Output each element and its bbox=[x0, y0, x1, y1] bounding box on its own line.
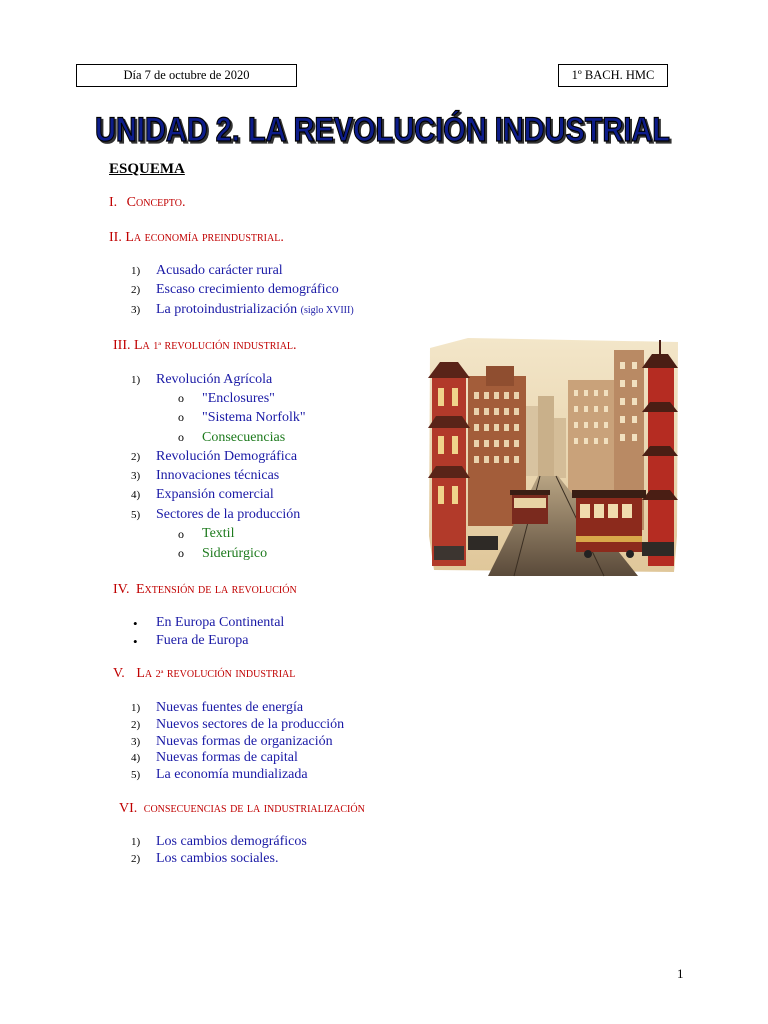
city-street-illustration bbox=[428, 336, 680, 576]
list-item: Fuera de Europa bbox=[156, 633, 249, 648]
list-number: 3) bbox=[131, 736, 141, 748]
class-box bbox=[558, 64, 668, 87]
section-5-label-post: revolución industrial bbox=[166, 666, 296, 681]
section-2-heading bbox=[109, 230, 284, 246]
sub-bullet: o bbox=[178, 430, 184, 444]
page-title-text: UNIDAD 2. LA REVOLUCIÓN INDUSTRIAL bbox=[95, 111, 670, 149]
section-3-numeral: III. bbox=[113, 338, 131, 353]
section-5-heading bbox=[113, 666, 295, 682]
sub-list-item: "Enclosures" bbox=[202, 391, 275, 406]
list-item: Acusado carácter rural bbox=[156, 263, 283, 278]
class-text: 1º BACH. HMC bbox=[571, 68, 655, 82]
cable-car-left bbox=[510, 490, 550, 524]
sub-list-item: "Sistema Norfolk" bbox=[202, 410, 306, 425]
list-item: Nuevas formas de capital bbox=[156, 750, 298, 765]
section-6-numeral: VI. bbox=[119, 801, 138, 816]
list-item: Sectores de la producción bbox=[156, 507, 301, 522]
section-4-numeral: IV. bbox=[113, 582, 130, 597]
cable-car-right bbox=[572, 490, 646, 558]
list-item: Los cambios sociales. bbox=[156, 851, 279, 866]
list-item: En Europa Continental bbox=[156, 615, 285, 630]
list-number: 1) bbox=[131, 836, 141, 848]
page-number: 1 bbox=[677, 966, 684, 981]
section-4-label: Extensión de la revolución bbox=[135, 582, 297, 597]
list-item bbox=[156, 301, 354, 319]
list-item: Escaso crecimiento demográfico bbox=[156, 282, 339, 297]
date-text: Día 7 de octubre de 2020 bbox=[123, 68, 250, 82]
bullet: • bbox=[133, 634, 138, 649]
list-item: Nuevas fuentes de energía bbox=[156, 700, 304, 715]
list-number: 2) bbox=[131, 451, 141, 463]
list-number: 1) bbox=[131, 374, 141, 386]
esquema-heading: ESQUEMA bbox=[109, 161, 185, 177]
section-3-label-post: revolución industrial. bbox=[164, 338, 297, 353]
section-1-label: Concepto. bbox=[126, 195, 186, 210]
list-number: 3) bbox=[131, 304, 141, 316]
list-number: 2) bbox=[131, 853, 141, 865]
section-5-numeral: V. bbox=[113, 666, 125, 681]
list-number: 1) bbox=[131, 265, 141, 277]
section-5-label-sup: 2ª bbox=[155, 669, 164, 680]
section-2-label: La economía preindustrial. bbox=[125, 230, 284, 245]
bullet: • bbox=[133, 616, 138, 631]
date-box bbox=[76, 64, 297, 87]
sub-bullet: o bbox=[178, 527, 184, 541]
sub-list-item: Siderúrgico bbox=[202, 546, 268, 561]
section-3-heading bbox=[113, 338, 297, 354]
list-number: 3) bbox=[131, 470, 141, 482]
section-3-label-sup: 1ª bbox=[153, 341, 162, 352]
sub-list-item: Textil bbox=[202, 526, 235, 541]
list-item: Innovaciones técnicas bbox=[156, 468, 280, 483]
list-item: Nuevos sectores de la producción bbox=[156, 717, 345, 732]
list-number: 4) bbox=[131, 752, 141, 764]
list-number: 5) bbox=[131, 769, 141, 781]
page-title bbox=[90, 104, 680, 150]
list-number: 1) bbox=[131, 702, 141, 714]
list-item: Revolución Demográfica bbox=[156, 449, 298, 464]
section-3-label-pre: La bbox=[134, 338, 150, 353]
list-item-text: La protoindustrialización bbox=[156, 302, 298, 317]
sub-list-item: Consecuencias bbox=[202, 430, 286, 445]
list-item: Nuevas formas de organización bbox=[156, 734, 333, 749]
list-item-note: (siglo XVIII) bbox=[300, 305, 354, 316]
sub-bullet: o bbox=[178, 546, 184, 560]
list-item: Expansión comercial bbox=[156, 487, 274, 502]
list-number: 5) bbox=[131, 509, 141, 521]
section-4-heading bbox=[113, 582, 297, 598]
list-item: La economía mundializada bbox=[156, 767, 308, 782]
section-6-heading bbox=[119, 801, 365, 817]
section-5-label-pre: La bbox=[136, 666, 153, 681]
section-2-numeral: II. bbox=[109, 230, 122, 245]
list-number: 4) bbox=[131, 489, 141, 501]
list-item: Los cambios demográficos bbox=[156, 834, 307, 849]
list-number: 2) bbox=[131, 719, 141, 731]
sub-bullet: o bbox=[178, 410, 184, 424]
section-6-label: consecuencias de la industrialización bbox=[143, 801, 365, 816]
sub-bullet: o bbox=[178, 391, 184, 405]
left-pagoda bbox=[428, 362, 470, 566]
list-item: Revolución Agrícola bbox=[156, 372, 273, 387]
section-1-numeral: I. bbox=[109, 195, 118, 210]
section-1-heading bbox=[109, 195, 185, 211]
list-number: 2) bbox=[131, 284, 141, 296]
